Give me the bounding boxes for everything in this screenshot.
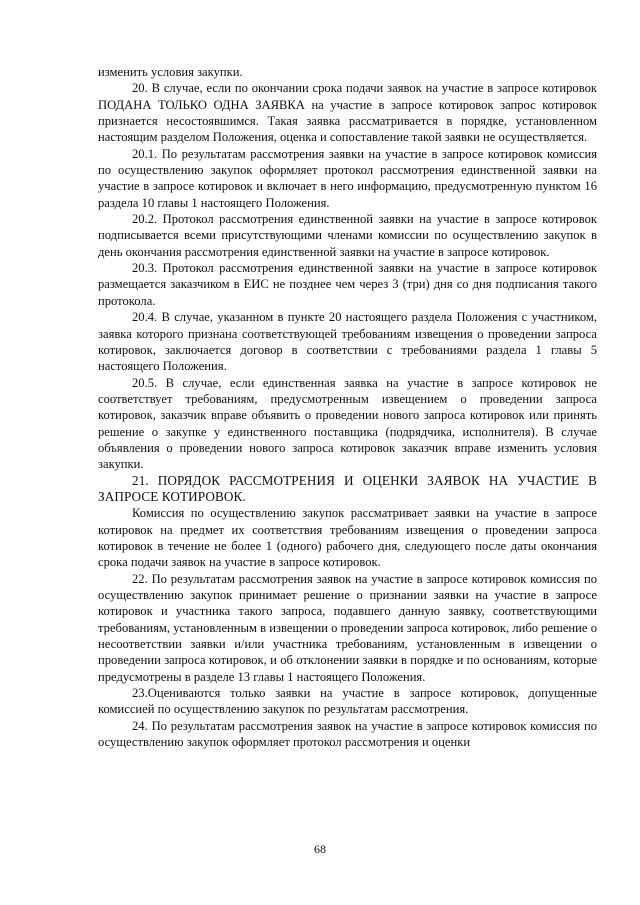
paragraph-22: 22. По результатам рассмотрения заявок на участие в запросе котировок комиссия по осуществлению закупок принимает решение о признании заявки на участие в запросе котировок и участника такого запроса, подавшего данную заявку, соответствующими требованиям, установленным в извещении о проведении запроса котировок, либо решение о несоответствии заявки и/или участника требованиям, установленным в извещении о проведении запроса котировок, и об отклонении заявки в порядке и по основаниям, которые предусмотрены в разделе 13 главы 1 настоящего Положения. <box>98 571 597 684</box>
paragraph-24: 24. По результатам рассмотрения заявок на участие в запросе котировок комиссия по осуществлению закупок оформляет протокол рассмотрения и оценки <box>98 718 597 750</box>
paragraph-23: 23.Оцениваются только заявки на участие в запросе котировок, допущенные комиссией по осуществлению закупок по результатам рассмотрения. <box>98 686 597 717</box>
document-body <box>98 64 597 750</box>
paragraph-20-2: 20.2. Протокол рассмотрения единственной заявки на участие в запросе котировок подписывается всеми присутствующими членами комиссии по осуществлению закупок в день окончания рассмотрения единственной заявки на участие в запросе котировок. <box>98 212 597 259</box>
paragraph-20-3: 20.3. Протокол рассмотрения единственной заявки на участие в запросе котировок размещается заказчиком в ЕИС не позднее чем через 3 (три) дня со дня подписания такого протокола. <box>98 261 597 308</box>
section-heading-21: 21. ПОРЯДОК РАССМОТРЕНИЯ И ОЦЕНКИ ЗАЯВОК НА УЧАСТИЕ В ЗАПРОСЕ КОТИРОВОК. <box>98 472 597 504</box>
paragraph-20-4: 20.4. В случае, указанном в пункте 20 настоящего раздела Положения с участником, заявка которого признана соответствующей требованиям извещения о проведении запроса котировок, заключается договор в соответствии с требованиями раздела 1 главы 5 настоящего Положения. <box>98 310 597 374</box>
paragraph-20-1: 20.1. По результатам рассмотрения заявки на участие в запросе котировок комиссия по осуществлению закупок оформляет протокол рассмотрения единственной заявки на участие в запросе котировок и включает в него информацию, предусмотренную пунктом 16 раздела 10 главы 1 настоящего Положения. <box>98 146 597 210</box>
paragraph-20: 20. В случае, если по окончании срока подачи заявок на участие в запросе котировок ПОДАНА ТОЛЬКО ОДНА ЗАЯВКА на участие в запросе котировок запрос котировок признается несостоявшимся. Такая заявка рассматривается в порядке, установленном настоящим разделом Положения, оценка и сопоставление такой заявки не осуществляется. <box>98 81 597 145</box>
paragraph-21-body: Комиссия по осуществлению закупок рассматривает заявки на участие в запросе котировок на предмет их соответствия требованиям извещения о проведении запроса котировок в течение не более 1 (одного) рабочего дня, следующего после даты окончания срока подачи заявок на участие в запросе котировок. <box>98 506 597 570</box>
paragraph-continuation: изменить условия закупки. <box>98 65 243 79</box>
page-number: 68 <box>314 842 326 856</box>
paragraph-20-5: 20.5. В случае, если единственная заявка на участие в запросе котировок не соответствует требованиям, предусмотренным извещением о проведении запроса котировок, заказчик вправе объявить о проведении нового запроса котировок или принять решение о закупке у единственного поставщика (подрядчика, исполнителя). В случае объявления о проведении нового запроса котировок заказчик вправе изменить условия закупки. <box>98 375 597 472</box>
